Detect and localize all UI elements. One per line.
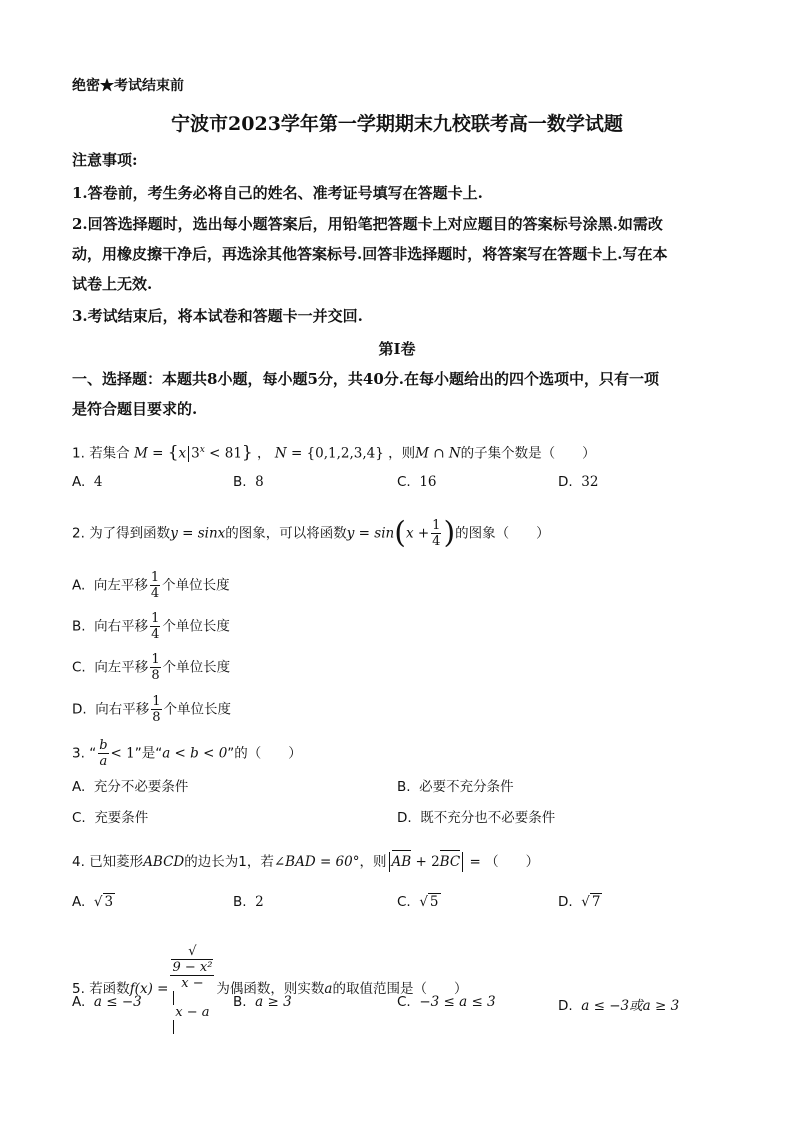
math-var: M — [133, 445, 148, 462]
question-text: 的取值范围是（ ） — [332, 981, 468, 997]
volume-heading: 第Ⅰ卷 — [378, 340, 416, 358]
q4-option-a: A. √ 3 — [72, 894, 114, 910]
question-text: 的图象，可以将函数 — [225, 525, 347, 542]
brace: { — [167, 442, 179, 463]
math-var: x — [178, 445, 187, 462]
math-op: + 2 — [411, 854, 440, 870]
math-op: < 81 — [204, 445, 242, 462]
math-var: N — [274, 445, 287, 462]
question-text: 为了得到函数 — [89, 525, 171, 542]
question-1 — [72, 440, 596, 464]
math-num: 3 — [191, 445, 200, 462]
q1-option-a: A. 4 — [72, 474, 103, 490]
math-expr: ABCD — [143, 854, 185, 870]
question-number: 3. — [72, 745, 85, 762]
question-text: ，则 — [388, 445, 416, 462]
question-number: 5. — [72, 981, 85, 997]
question-text: 的图象（ ） — [455, 525, 550, 542]
question-number: 4. — [72, 854, 85, 870]
fraction: $\frac{b}{a}$ — [99, 738, 108, 769]
math-set: = {0,1,2,3,4} — [286, 445, 384, 462]
q1-option-d: D. 32 — [558, 474, 599, 490]
q3-option-c: C. 充要条件 — [72, 810, 149, 826]
math-sup: x — [199, 445, 205, 455]
q3-option-d: D. 既不充分也不必要条件 — [397, 810, 556, 826]
q4-option-c: C. √ 5 — [397, 894, 439, 910]
math-var: a — [324, 981, 333, 997]
question-text: ， — [257, 445, 271, 462]
question-text: 若函数 — [89, 981, 130, 997]
fraction: $\frac{1}{4}$ — [432, 518, 441, 549]
paren-open: ( — [394, 515, 406, 551]
question-text: 若集合 — [89, 445, 130, 462]
question-text: ”的（ ） — [227, 745, 302, 762]
math-expr: y = sinx — [170, 525, 226, 542]
divider-bar — [188, 446, 189, 462]
part-heading-line-2: 是符合题目要求的. — [72, 400, 198, 418]
q3-option-a: A. 充分不必要条件 — [72, 779, 189, 795]
question-number: 2. — [72, 525, 85, 542]
question-2 — [72, 515, 550, 551]
math-expr: x + — [405, 525, 430, 542]
question-text: ”是“ — [134, 745, 163, 762]
q1-option-b: B. 8 — [233, 474, 264, 490]
question-5 — [72, 944, 467, 1034]
question-text: ，则 — [359, 854, 387, 870]
brace: } — [241, 442, 253, 463]
notice-item-3: 3.考试结束后，将本试卷和答题卡一并交回. — [72, 307, 363, 325]
q2-option-d: D. 向右平移 $\frac{1}{8}$ 个单位长度 — [72, 694, 232, 725]
question-4 — [72, 852, 539, 872]
math-expr: M ∩ N — [415, 445, 461, 462]
math-expr: ∠BAD = 60° — [273, 854, 360, 870]
question-text: 的边长为1，若 — [184, 854, 274, 870]
notice-item-2-line-2: 动，用橡皮擦干净后，再选涂其他答案标号.回答非选择题时，将答案写在答题卡上.写在本 — [72, 245, 668, 263]
notice-item-1: 1.答卷前，考生务必将自己的姓名、准考证号填写在答题卡上. — [72, 184, 483, 202]
q2-option-a: A. 向左平移 $\frac{1}{4}$ 个单位长度 — [72, 570, 230, 601]
q5-option-b: B. a ≥ 3 — [233, 994, 292, 1010]
math-expr: f(x) = — [129, 981, 169, 997]
page-title: 宁波市2023学年第一学期期末九校联考高一数学试题 — [171, 113, 623, 135]
question-text: 已知菱形 — [89, 854, 144, 870]
math-op: < 1 — [110, 745, 135, 762]
question-text: 为偶函数，则实数 — [216, 981, 325, 997]
question-text: 的子集个数是（ ） — [460, 445, 596, 462]
q4-option-b: B. 2 — [233, 894, 264, 910]
paren-close: ) — [443, 515, 456, 551]
math-expr: y = sin — [346, 525, 395, 542]
notice-item-2-line-1: 2.回答选择题时，选出每小题答案后，用铅笔把答题卡上对应题目的答案标号涂黑.如需改 — [72, 215, 663, 233]
math-op: = — [147, 445, 168, 462]
question-number: 1. — [72, 445, 85, 462]
vector-ab: AB — [391, 854, 412, 870]
confidential-label: 绝密★考试结束前 — [72, 78, 184, 94]
q5-option-a: A. a ≤ −3 — [72, 994, 142, 1010]
math-expr: a < b < 0 — [162, 745, 228, 762]
q5-option-d: D. a ≤ −3或a ≥ 3 — [558, 998, 680, 1014]
notice-heading: 注意事项: — [72, 151, 138, 169]
vector-bc: BC — [439, 854, 461, 870]
part-heading-line-1: 一、选择题：本题共8小题，每小题5分，共40分.在每小题给出的四个选项中，只有一项 — [72, 370, 659, 388]
q3-option-b: B. 必要不充分条件 — [397, 779, 514, 795]
fraction: √ 9 − x² x − x − a — [170, 944, 214, 1034]
question-text: “ — [89, 745, 97, 762]
question-text: = （ ） — [465, 854, 540, 870]
abs-bar-right — [462, 852, 463, 872]
q2-option-c: C. 向左平移 $\frac{1}{8}$ 个单位长度 — [72, 652, 231, 683]
abs-bar-left — [389, 852, 390, 872]
q5-option-c: C. −3 ≤ a ≤ 3 — [397, 994, 496, 1010]
q2-option-b: B. 向右平移 $\frac{1}{4}$ 个单位长度 — [72, 611, 230, 642]
question-3 — [72, 738, 302, 769]
notice-item-2-line-3: 试卷上无效. — [72, 275, 153, 293]
q1-option-c: C. 16 — [397, 474, 437, 490]
q4-option-d: D. √ 7 — [558, 894, 601, 910]
